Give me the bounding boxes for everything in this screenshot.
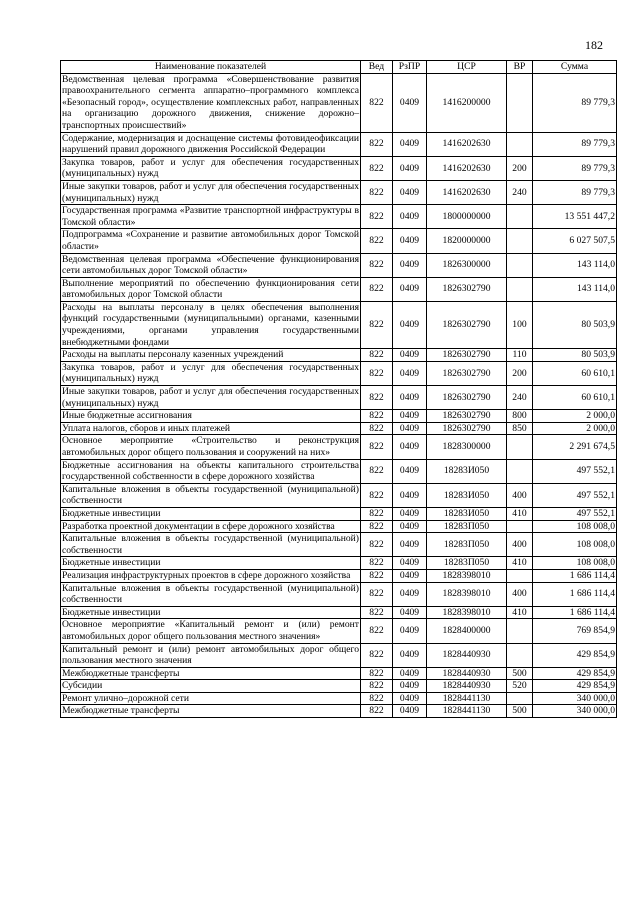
row-vr (507, 569, 533, 582)
row-csr: 1828440930 (427, 643, 507, 667)
row-ved: 822 (361, 253, 393, 277)
row-ved: 822 (361, 277, 393, 301)
row-name: Подпрограмма «Сохранение и развитие автомобильных дорог Томской области» (62, 229, 359, 252)
row-sum: 80 503,9 (533, 301, 617, 348)
row-csr: 1826302790 (427, 422, 507, 435)
row-name: Капитальный ремонт и (или) ремонт автомобильных дорог общего пользования местного значения (62, 643, 359, 667)
row-sum: 429 854,9 (533, 643, 617, 667)
table-row (61, 606, 617, 619)
row-name: Содержание, модернизация и доснащение системы фотовидеофиксации нарушений правил дорожного движения Российской Федерации (62, 132, 359, 156)
row-csr: 1820000000 (427, 229, 507, 253)
row-rzpr: 0409 (393, 533, 427, 557)
row-rzpr: 0409 (393, 229, 427, 253)
row-ved: 822 (361, 422, 393, 435)
table-row (61, 229, 617, 253)
table-row (61, 520, 617, 533)
row-sum: 143 114,0 (533, 253, 617, 277)
table-row (61, 705, 617, 718)
row-vr: 500 (507, 667, 533, 680)
row-vr (507, 435, 533, 459)
row-name: Реализация инфраструктурных проектов в сфере дорожного хозяйства (61, 569, 361, 582)
header-sum: Сумма (533, 61, 617, 74)
row-csr: 18283П050 (427, 520, 507, 533)
table-row (61, 483, 617, 507)
row-vr: 240 (507, 180, 533, 204)
row-sum: 497 552,1 (533, 483, 617, 507)
row-vr (507, 277, 533, 301)
row-name: Иные бюджетные ассигнования (61, 410, 361, 423)
row-sum: 143 114,0 (533, 277, 617, 301)
row-csr: 18283П050 (427, 557, 507, 570)
row-vr (507, 229, 533, 253)
row-csr: 18283И050 (427, 483, 507, 507)
row-rzpr: 0409 (393, 619, 427, 643)
header-rzpr: РзПР (393, 61, 427, 74)
row-csr: 1828398010 (427, 569, 507, 582)
row-sum: 2 291 674,5 (533, 435, 617, 459)
row-rzpr: 0409 (393, 507, 427, 520)
table-row (61, 507, 617, 520)
row-name: Капитальные вложения в объекты государственной (муниципальной) собственности (62, 483, 359, 507)
row-ved: 822 (361, 229, 393, 253)
table-row (61, 156, 617, 180)
row-rzpr: 0409 (393, 410, 427, 423)
row-sum: 2 000,0 (533, 422, 617, 435)
row-ved: 822 (361, 507, 393, 520)
row-ved: 822 (361, 483, 393, 507)
row-csr: 18283И050 (427, 507, 507, 520)
row-name: Межбюджетные трансферты (61, 667, 361, 680)
row-ved: 822 (361, 301, 393, 348)
row-ved: 822 (361, 361, 393, 385)
row-rzpr: 0409 (393, 557, 427, 570)
row-vr (507, 73, 533, 132)
table-row (61, 569, 617, 582)
row-ved: 822 (361, 410, 393, 423)
row-ved: 822 (361, 205, 393, 229)
row-name: Закупка товаров, работ и услуг для обеспечения государственных (муниципальных) нужд (62, 156, 359, 180)
row-csr: 1826302790 (427, 349, 507, 362)
row-csr: 1416202630 (427, 180, 507, 204)
row-name: Бюджетные инвестиции (61, 557, 361, 570)
row-rzpr: 0409 (393, 180, 427, 204)
row-vr (507, 205, 533, 229)
row-ved: 822 (361, 643, 393, 667)
table-header-row (61, 61, 617, 74)
row-vr: 200 (507, 156, 533, 180)
row-sum: 6 027 507,5 (533, 229, 617, 253)
row-name: Иные закупки товаров, работ и услуг для обеспечения государственных (муниципальных) нужд (62, 386, 359, 409)
row-sum: 60 610,1 (533, 361, 617, 385)
row-csr: 1416202630 (427, 132, 507, 156)
row-sum: 429 854,9 (533, 667, 617, 680)
table-row (61, 680, 617, 693)
row-rzpr: 0409 (393, 435, 427, 459)
row-sum: 2 000,0 (533, 410, 617, 423)
table-row (61, 410, 617, 423)
row-name: Разработка проектной документации в сфере дорожного хозяйства (61, 520, 361, 533)
row-vr (507, 692, 533, 705)
row-sum: 60 610,1 (533, 386, 617, 410)
row-name: Бюджетные инвестиции (61, 507, 361, 520)
row-vr (507, 619, 533, 643)
row-name: Ведомственная целевая программа «Совершенствование развития правоохранительного сегмента аппаратно–программного комплекса «Безопасный город», осуществление комплексных работ, направленных на организацию дорожного движения, снижение дорожно–транспортных происшествий» (62, 73, 359, 131)
header-name: Наименование показателей (61, 61, 361, 74)
table-row (61, 533, 617, 557)
row-rzpr: 0409 (393, 569, 427, 582)
row-vr: 200 (507, 361, 533, 385)
row-name: Расходы на выплаты персоналу казенных учреждений (61, 349, 361, 362)
row-name: Капитальные вложения в объекты государственной (муниципальной) собственности (62, 533, 359, 556)
row-rzpr: 0409 (393, 156, 427, 180)
row-vr: 520 (507, 680, 533, 693)
table-row (61, 73, 617, 132)
table-row (61, 253, 617, 277)
row-rzpr: 0409 (393, 705, 427, 718)
row-csr: 1828400000 (427, 619, 507, 643)
row-name: Ведомственная целевая программа «Обеспечение функционирования сети автомобильных дорог Томской области» (62, 253, 359, 277)
row-csr: 1828440930 (427, 667, 507, 680)
row-vr (507, 643, 533, 667)
row-rzpr: 0409 (393, 205, 427, 229)
row-name: Ремонт улично–дорожной сети (61, 692, 361, 705)
table-row (61, 132, 617, 156)
row-csr: 1828398010 (427, 606, 507, 619)
row-vr: 800 (507, 410, 533, 423)
row-name: Межбюджетные трансферты (61, 705, 361, 718)
row-rzpr: 0409 (393, 253, 427, 277)
row-ved: 822 (361, 520, 393, 533)
table-row (61, 619, 617, 643)
row-rzpr: 0409 (393, 459, 427, 483)
row-rzpr: 0409 (393, 132, 427, 156)
row-ved: 822 (361, 349, 393, 362)
row-rzpr: 0409 (393, 667, 427, 680)
row-ved: 822 (361, 156, 393, 180)
row-vr: 100 (507, 301, 533, 348)
row-sum: 429 854,9 (533, 680, 617, 693)
row-csr: 1416202630 (427, 156, 507, 180)
row-name: Бюджетные ассигнования на объекты капитального строительства государственной собственности в сфере дорожного хозяйства (62, 459, 359, 483)
row-name: Субсидии (61, 680, 361, 693)
row-name: Уплата налогов, сборов и иных платежей (61, 422, 361, 435)
row-name: Выполнение мероприятий по обеспечению функционирования сети автомобильных дорог Томской области (62, 277, 359, 301)
row-csr: 1416200000 (427, 73, 507, 132)
row-csr: 1828441130 (427, 705, 507, 718)
row-ved: 822 (361, 132, 393, 156)
row-ved: 822 (361, 667, 393, 680)
row-ved: 822 (361, 569, 393, 582)
row-vr: 850 (507, 422, 533, 435)
row-rzpr: 0409 (393, 606, 427, 619)
row-sum: 89 779,3 (533, 180, 617, 204)
row-rzpr: 0409 (393, 692, 427, 705)
row-ved: 822 (361, 582, 393, 606)
row-csr: 1828441130 (427, 692, 507, 705)
table-row (61, 422, 617, 435)
row-name: Капитальные вложения в объекты государственной (муниципальной) собственности (62, 582, 359, 606)
table-row (61, 643, 617, 667)
row-sum: 108 008,0 (533, 557, 617, 570)
row-sum: 1 686 114,4 (533, 569, 617, 582)
row-ved: 822 (361, 619, 393, 643)
row-ved: 822 (361, 180, 393, 204)
row-name: Государственная программа «Развитие транспортной инфраструктуры в Томской области» (62, 205, 359, 228)
table-row (61, 435, 617, 459)
table-row (61, 301, 617, 348)
row-csr: 1826302790 (427, 410, 507, 423)
row-rzpr: 0409 (393, 301, 427, 348)
row-vr: 410 (507, 507, 533, 520)
table-row (61, 205, 617, 229)
table-row (61, 180, 617, 204)
row-csr: 1828398010 (427, 582, 507, 606)
row-rzpr: 0409 (393, 483, 427, 507)
row-vr: 400 (507, 483, 533, 507)
row-vr: 400 (507, 533, 533, 557)
row-csr: 18283П050 (427, 533, 507, 557)
table-row (61, 582, 617, 606)
row-sum: 340 000,0 (533, 705, 617, 718)
row-name: Закупка товаров, работ и услуг для обеспечения государственных (муниципальных) нужд (62, 361, 359, 385)
table-body (61, 73, 617, 717)
row-vr (507, 253, 533, 277)
row-csr: 1826302790 (427, 301, 507, 348)
table-row (61, 459, 617, 483)
row-rzpr: 0409 (393, 680, 427, 693)
row-rzpr: 0409 (393, 582, 427, 606)
table-row (61, 557, 617, 570)
row-rzpr: 0409 (393, 643, 427, 667)
row-csr: 1826300000 (427, 253, 507, 277)
row-sum: 89 779,3 (533, 132, 617, 156)
header-csr: ЦСР (427, 61, 507, 74)
row-sum: 1 686 114,4 (533, 606, 617, 619)
row-ved: 822 (361, 680, 393, 693)
row-ved: 822 (361, 435, 393, 459)
row-rzpr: 0409 (393, 73, 427, 132)
row-vr: 110 (507, 349, 533, 362)
row-rzpr: 0409 (393, 520, 427, 533)
row-csr: 1800000000 (427, 205, 507, 229)
page-number: 182 (585, 38, 603, 52)
row-name: Расходы на выплаты персоналу в целях обеспечения выполнения функций государственными (муниципальными) органами, казенными учреждениями, органами управления государственными внебюджетными фондами (62, 301, 359, 348)
row-sum: 108 008,0 (533, 520, 617, 533)
row-name: Основное мероприятие «Капитальный ремонт и (или) ремонт автомобильных дорог общего пользования местного значения» (62, 619, 359, 642)
row-sum: 80 503,9 (533, 349, 617, 362)
header-ved: Вед (361, 61, 393, 74)
row-ved: 822 (361, 606, 393, 619)
budget-table (60, 60, 617, 718)
row-csr: 1826302790 (427, 277, 507, 301)
row-vr (507, 132, 533, 156)
table-row (61, 667, 617, 680)
row-csr: 18283И050 (427, 459, 507, 483)
table-row (61, 349, 617, 362)
row-rzpr: 0409 (393, 361, 427, 385)
row-rzpr: 0409 (393, 422, 427, 435)
row-sum: 89 779,3 (533, 156, 617, 180)
row-ved: 822 (361, 386, 393, 410)
header-vr: ВР (507, 61, 533, 74)
row-ved: 822 (361, 557, 393, 570)
row-sum: 340 000,0 (533, 692, 617, 705)
row-sum: 497 552,1 (533, 507, 617, 520)
row-name: Бюджетные инвестиции (61, 606, 361, 619)
row-ved: 822 (361, 459, 393, 483)
row-vr (507, 520, 533, 533)
row-csr: 1826302790 (427, 361, 507, 385)
row-vr: 240 (507, 386, 533, 410)
row-sum: 1 686 114,4 (533, 582, 617, 606)
row-vr: 410 (507, 606, 533, 619)
row-sum: 769 854,9 (533, 619, 617, 643)
table-row (61, 386, 617, 410)
row-ved: 822 (361, 705, 393, 718)
row-ved: 822 (361, 533, 393, 557)
row-vr: 410 (507, 557, 533, 570)
row-rzpr: 0409 (393, 349, 427, 362)
row-vr: 400 (507, 582, 533, 606)
row-rzpr: 0409 (393, 386, 427, 410)
row-vr: 500 (507, 705, 533, 718)
row-ved: 822 (361, 692, 393, 705)
row-sum: 89 779,3 (533, 73, 617, 132)
row-csr: 1828440930 (427, 680, 507, 693)
row-sum: 108 008,0 (533, 533, 617, 557)
table-row (61, 692, 617, 705)
row-rzpr: 0409 (393, 277, 427, 301)
row-csr: 1826302790 (427, 386, 507, 410)
row-vr (507, 459, 533, 483)
row-sum: 497 552,1 (533, 459, 617, 483)
row-sum: 13 551 447,2 (533, 205, 617, 229)
row-name: Иные закупки товаров, работ и услуг для обеспечения государственных (муниципальных) нужд (62, 180, 359, 204)
row-name: Основное мероприятие «Строительство и реконструкция автомобильных дорог общего пользования и сооружений на них» (62, 435, 359, 458)
row-csr: 1828300000 (427, 435, 507, 459)
table-row (61, 277, 617, 301)
row-ved: 822 (361, 73, 393, 132)
table-row (61, 361, 617, 385)
